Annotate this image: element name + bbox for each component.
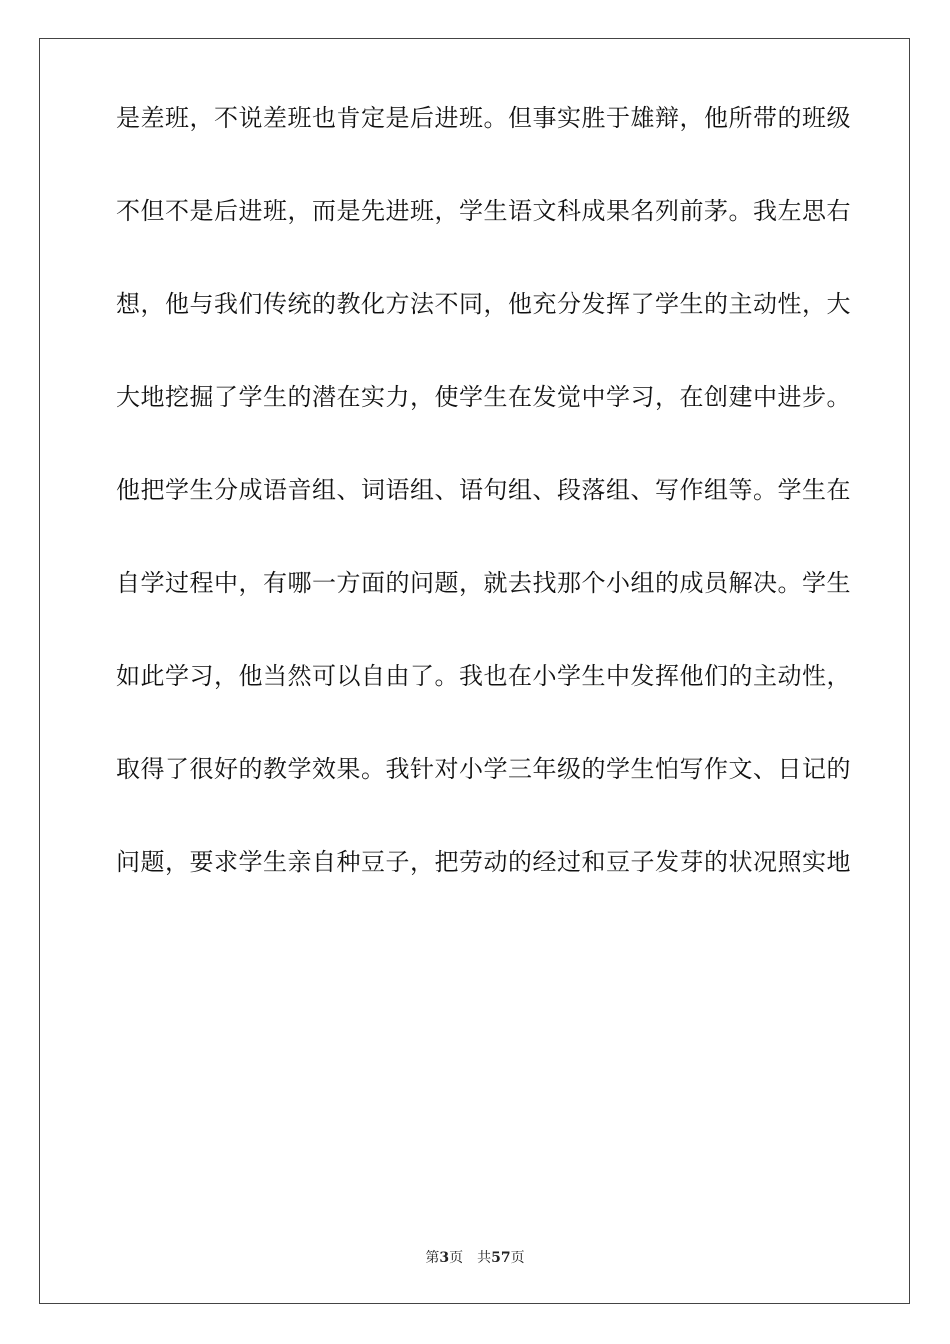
text-line: 如此学习，他当然可以自由了。我也在小学生中发挥他们的主动性， [116,662,851,690]
total-suffix: 页 [510,1250,525,1266]
page-footer [0,1247,950,1267]
page-number: 3 [439,1250,450,1266]
total-pages: 57 [491,1250,511,1266]
text-line: 问题，要求学生亲自种豆子，把劳动的经过和豆子发芽的状况照实地 [116,848,851,876]
text-line: 他把学生分成语音组、词语组、语句组、段落组、写作组等。学生在 [116,476,851,504]
total-prefix: 共 [477,1250,492,1266]
text-line: 自学过程中，有哪一方面的问题，就去找那个小组的成员解决。学生 [116,569,851,597]
text-line: 不但不是后进班，而是先进班，学生语文科成果名列前茅。我左思右 [116,197,851,225]
page-suffix: 页 [449,1250,464,1266]
text-line: 大地挖掘了学生的潜在实力，使学生在发觉中学习，在创建中进步。 [116,383,851,411]
text-line: 取得了很好的教学效果。我针对小学三年级的学生怕写作文、日记的 [116,755,851,783]
text-line: 是差班，不说差班也肯定是后进班。但事实胜于雄辩，他所带的班级 [116,104,851,132]
text-line: 想，他与我们传统的教化方法不同，他充分发挥了学生的主动性，大 [116,290,851,318]
page-prefix: 第 [425,1250,440,1266]
document-body [116,104,851,957]
